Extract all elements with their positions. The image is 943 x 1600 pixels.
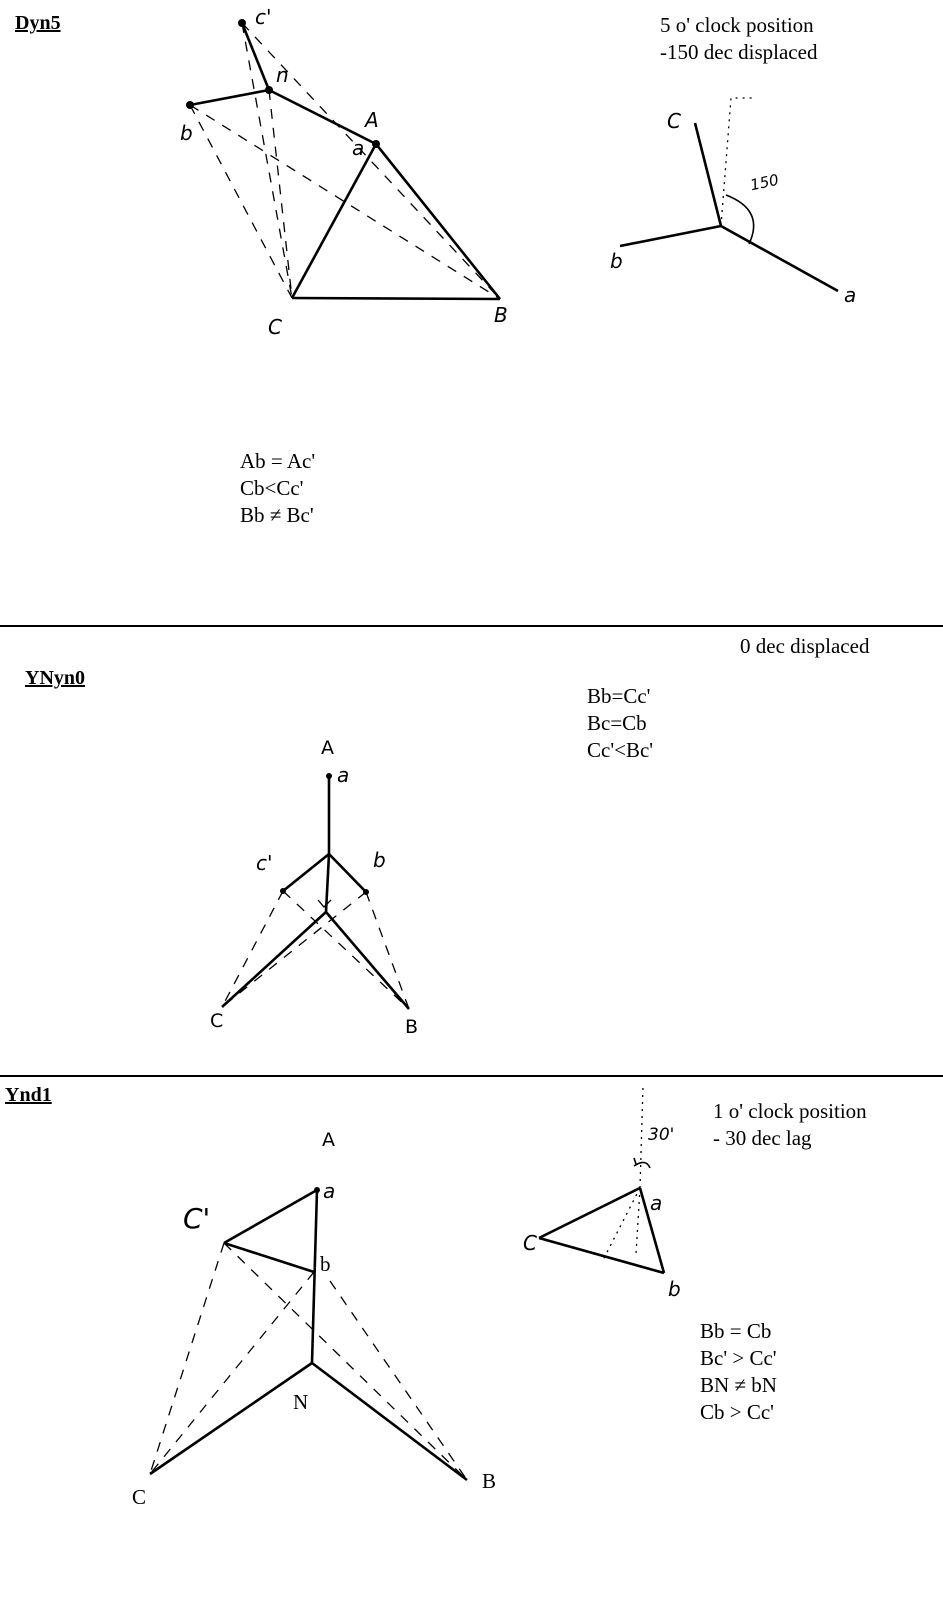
- label-a: a: [337, 763, 350, 787]
- label-C-prime: C': [183, 1202, 211, 1235]
- measure-cc: [150, 1243, 224, 1474]
- ynyn0-phasor-diagram: [0, 627, 943, 1075]
- angle-label-a: a: [650, 1191, 663, 1215]
- measure-cb: [150, 1272, 314, 1474]
- angle-label-b: b: [668, 1277, 681, 1301]
- label-A: A: [321, 737, 334, 759]
- section-title: YNyn0: [25, 667, 86, 689]
- position-line: 5 o' clock position: [660, 13, 814, 37]
- hv-phasor-c: [150, 1363, 312, 1474]
- median-line: [602, 1188, 640, 1262]
- label-b: b: [180, 121, 193, 145]
- ynd1-phasor-diagram: [0, 1076, 943, 1600]
- section-ynd1: [0, 1076, 943, 1600]
- relation-line: Bb=Cc': [587, 684, 651, 708]
- angle-label-c: C: [667, 109, 681, 133]
- measure-bb: [330, 1281, 467, 1480]
- label-C: C: [132, 1485, 147, 1509]
- angle-arc: [634, 1158, 650, 1168]
- hv-side-a-b: [376, 144, 500, 299]
- lv-side-c-b: [224, 1243, 314, 1272]
- hv-phasor-a: [312, 1190, 317, 1363]
- label-A: A: [365, 108, 379, 132]
- dyn5-phasor-diagram: [0, 0, 943, 626]
- section-ynyn0: [0, 627, 943, 1075]
- label-a: a: [352, 136, 365, 160]
- right-angle-marker: [318, 900, 331, 907]
- label-b: b: [373, 848, 386, 872]
- label-B: B: [494, 303, 508, 327]
- hv-side-a-c: [292, 144, 376, 298]
- measure-cc: [222, 891, 283, 1007]
- lv-phasor-c: [242, 23, 269, 90]
- node-a: [314, 1187, 320, 1193]
- measure-bc: [224, 1243, 467, 1480]
- relations-note: [700, 1318, 777, 1426]
- label-B: B: [482, 1469, 497, 1493]
- relation-line: Bc=Cb: [587, 711, 647, 735]
- lv-side-a-c: [224, 1190, 317, 1243]
- reference-line: [640, 1086, 643, 1188]
- angle-value: 30': [648, 1125, 675, 1145]
- relation-line: Bb = Cb: [700, 1319, 772, 1343]
- hv-side-c-b: [292, 298, 500, 299]
- median-line: [636, 1188, 640, 1254]
- angle-label-c: C: [523, 1231, 537, 1255]
- position-line: - 30 dec lag: [713, 1126, 812, 1150]
- position-line: 0 dec displaced: [740, 634, 870, 658]
- measure-cb: [222, 892, 366, 1007]
- hv-phasor-b: [326, 912, 409, 1009]
- angle-phasor-c: [695, 123, 721, 226]
- hv-phasor-b: [312, 1363, 467, 1480]
- measure-bb: [366, 892, 409, 1009]
- node-a: [326, 773, 332, 779]
- relation-line: Ab = Ac': [240, 449, 316, 473]
- relation-line: Bb ≠ Bc': [240, 503, 314, 527]
- label-c-prime: c': [256, 851, 273, 875]
- angle-label-b: b: [610, 249, 623, 273]
- measure-cb: [190, 105, 292, 298]
- angle-phasor-a: [721, 226, 838, 291]
- lv-phasor-c: [283, 854, 329, 891]
- position-line: -150 dec displaced: [660, 40, 818, 64]
- label-C: C: [268, 315, 282, 339]
- lv-phasor-b: [329, 854, 366, 892]
- relation-line: Cb > Cc': [700, 1400, 774, 1424]
- position-note: [713, 1098, 867, 1152]
- relation-line: Cb<Cc': [240, 476, 304, 500]
- relation-line: Bc' > Cc': [700, 1346, 777, 1370]
- label-A: A: [322, 1129, 335, 1151]
- angle-side-a-c: [539, 1188, 640, 1238]
- angle-value: 150: [748, 170, 781, 195]
- label-a: a: [323, 1179, 336, 1203]
- hv-phasor-c: [222, 912, 326, 1007]
- label-B: B: [405, 1016, 419, 1038]
- angle-side-c-b: [539, 1238, 664, 1273]
- section-title: Ynd1: [5, 1084, 52, 1106]
- position-line: 1 o' clock position: [713, 1099, 867, 1123]
- label-b: b: [320, 1252, 331, 1276]
- angle-label-a: a: [844, 283, 857, 307]
- position-note: [660, 12, 817, 66]
- relations-note: [240, 448, 315, 529]
- label-N: N: [293, 1390, 309, 1414]
- relations-note: [587, 683, 653, 764]
- section-title: Dyn5: [15, 12, 61, 34]
- section-dyn5: [0, 0, 943, 626]
- reference-line: [721, 98, 754, 226]
- node-a: [372, 140, 380, 148]
- label-c-prime: c': [255, 5, 272, 29]
- position-note: [740, 633, 869, 660]
- label-n: n: [276, 63, 289, 87]
- relation-line: Cc'<Bc': [587, 738, 654, 762]
- label-C: C: [210, 1010, 224, 1032]
- angle-phasor-b: [620, 226, 721, 246]
- relation-line: BN ≠ bN: [700, 1373, 777, 1397]
